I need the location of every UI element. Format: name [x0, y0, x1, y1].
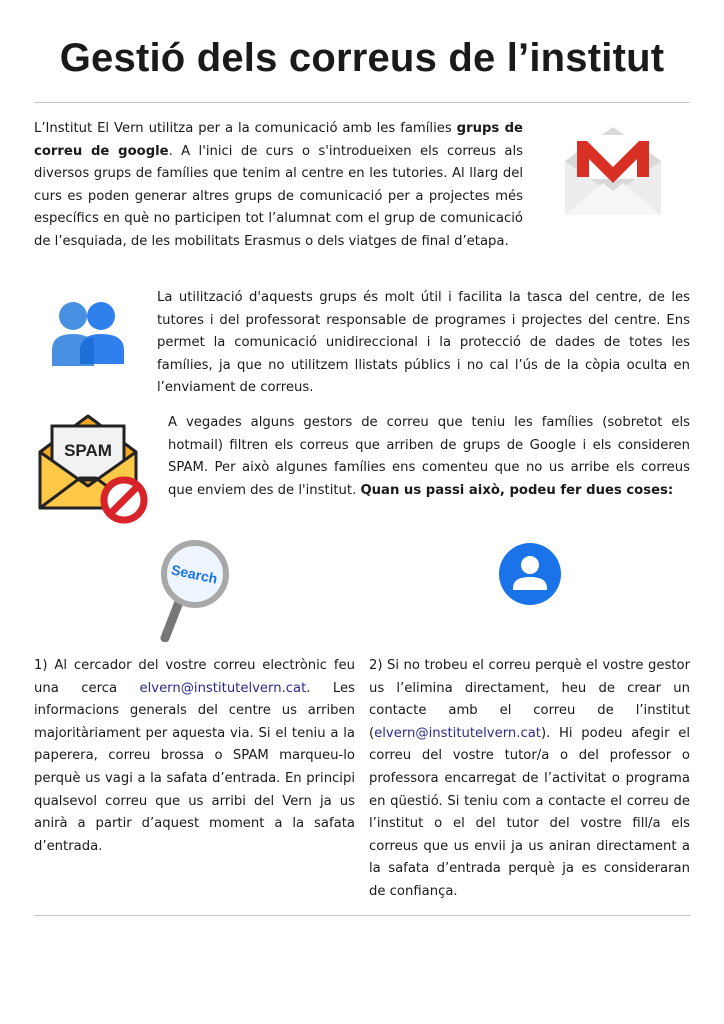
intro-text-start: L’Institut El Vern utilitza per a la comunicació amb les famílies: [34, 121, 457, 136]
step-1-email-link[interactable]: elvern@institutelvern.cat: [139, 680, 307, 696]
gmail-envelope-icon: [563, 121, 663, 219]
step-2-text-end: ). Hi podeu afegir el correu del vostre tutor/a o del professor o professora encarregat de l’activitat o programa en qüestió. Si teniu com a contacte el correu de l’institut o el del tutor del vostre fill/a els correus que us envii ja us aniran directament a la safata d’entrada perquè ja es consideraran de confiança.: [369, 725, 690, 899]
spam-label: SPAM: [64, 441, 112, 460]
step-1-text-end: . Les informacions generals del centre us arriben majoritàriament per aquesta via. Si el teniu a la paperera, correu brossa o SPAM marqueu-lo perquè us vagi a la safata d’entrada. En principi qualsevol correu que us arribi del Vern ja us anirà a partir d’aquest moment a la safata d’entrada.: [34, 680, 355, 854]
spam-bold-text: Quan us passi això, podeu fer dues coses:: [360, 482, 674, 498]
step-2-email-link[interactable]: elvern@institutelvern.cat: [374, 725, 541, 741]
step-1-paragraph: [34, 655, 355, 858]
intro-bold: grups de correu de google: [34, 121, 523, 159]
people-group-icon: [48, 298, 128, 370]
spam-paragraph: [168, 412, 690, 502]
spam-text: A vegades alguns gestors de correu que teniu les famílies (sobretot els hotmail) filtren els correus que arriben de grups de Google i els consideren SPAM. Per això algunes famílies ens comenteu que no us arribe els correus que enviem des de l'institut.: [168, 415, 690, 498]
groups-paragraph: La utilització d'aquests grups és molt útil i facilita la tasca del centre, de les tutores i del professorat responsable de programes i projectes del centre. Ens permet la comunicació unidireccional i la protecció de dades de totes les famílies, ja que no utilitzem llistats públics i no cal l’ús de la còpia oculta en l’enviament de correus.: [157, 290, 690, 396]
magnifier-search-icon: [157, 538, 233, 642]
page-title: Gestió dels correus de l’institut: [59, 36, 665, 80]
spam-envelope-icon: [38, 412, 148, 524]
intro-paragraph: [34, 118, 523, 254]
step-2-paragraph: [369, 655, 690, 904]
step-1-text-start: 1) Al cercador del vostre correu electrònic feu una cerca: [34, 658, 355, 696]
intro-text-end: . A l'inici de curs o s'introdueixen els correus als diversos grups de famílies que tenim al centre en les tutories. Al llarg del curs es poden generar altres grups de comunicació per a projectes més específics en què no participen tot l’alumnat com el grup de comunicació de l’esquiada, de les mobilitats Erasmus o dels viatges de final d’etapa.: [34, 143, 524, 249]
step-2-text-start: 2) Si no trobeu el correu perquè el vostre gestor us l’elimina directament, heu de crear un contacte amb el correu de l’institut (: [369, 658, 690, 741]
contact-person-icon: [499, 543, 561, 605]
top-divider: [34, 102, 690, 103]
bottom-divider: [34, 915, 690, 916]
search-label: Search: [169, 561, 219, 587]
